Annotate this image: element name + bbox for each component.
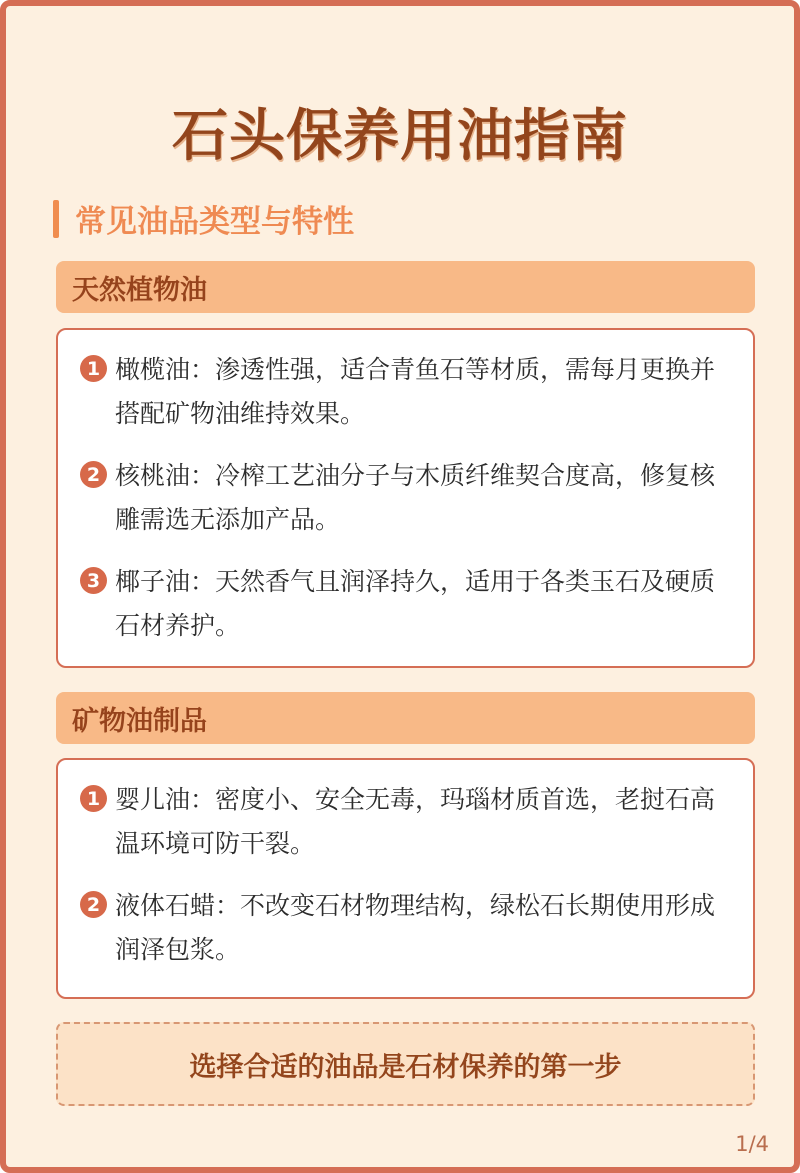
category-title: 天然植物油 [72, 274, 207, 306]
plant-oil-card [56, 328, 755, 668]
list-item-text: 婴儿油：密度小、安全无毒，玛瑙材质首选，老挝石高温环境可防干裂。 [115, 785, 716, 858]
list-item [80, 778, 729, 866]
footer-note-box [56, 1022, 755, 1106]
category-header-plant-oil [56, 261, 755, 313]
list-item [80, 454, 729, 542]
category-header-mineral-oil [56, 692, 755, 744]
list-item [80, 560, 729, 648]
category-title: 矿物油制品 [72, 705, 207, 737]
list-item-text: 液体石蜡：不改变石材物理结构，绿松石长期使用形成润泽包浆。 [115, 891, 716, 964]
number-badge: 2 [80, 461, 107, 488]
list-item-text: 椰子油：天然香气且润泽持久，适用于各类玉石及硬质石材养护。 [115, 567, 716, 640]
mineral-oil-card [56, 758, 755, 999]
page-title: 石头保养用油指南 [172, 104, 628, 169]
section-heading-text: 常见油品类型与特性 [75, 204, 354, 240]
number-badge: 1 [80, 785, 107, 812]
list-item-text: 核桃油：冷榨工艺油分子与木质纤维契合度高，修复核雕需选无添加产品。 [115, 461, 716, 534]
section-accent-bar [53, 200, 59, 238]
page-number: 1/4 [735, 1132, 769, 1156]
footer-note: 选择合适的油品是石材保养的第一步 [189, 1051, 622, 1083]
section-heading [53, 196, 354, 241]
list-item-text: 橄榄油：渗透性强，适合青鱼石等材质，需每月更换并搭配矿物油维持效果。 [115, 355, 716, 428]
number-badge: 3 [80, 567, 107, 594]
list-item [80, 348, 729, 436]
list-item [80, 884, 729, 972]
number-badge: 2 [80, 891, 107, 918]
number-badge: 1 [80, 355, 107, 382]
